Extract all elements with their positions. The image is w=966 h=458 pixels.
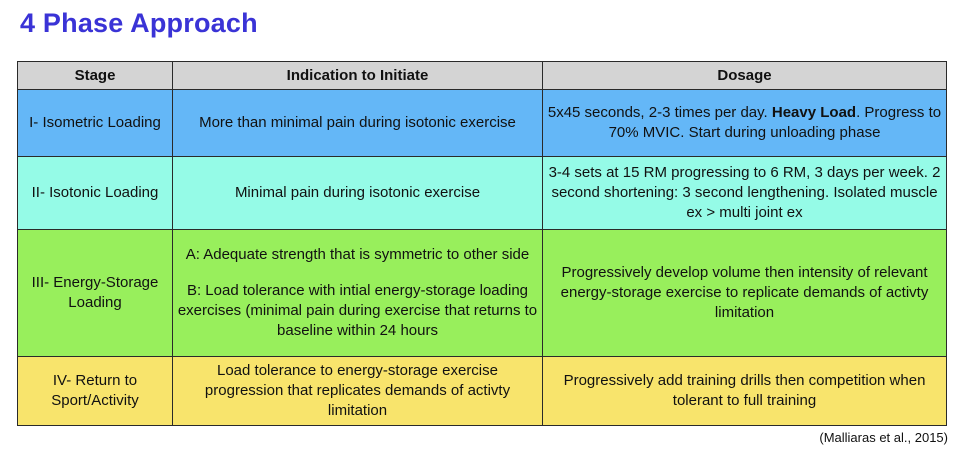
dosage-cell [543,90,947,157]
stage-cell: II- Isotonic Loading [18,157,173,230]
table-row-phase-3 [18,230,947,357]
table-header-row [18,62,947,90]
dosage-cell: Progressively add training drills then competition when tolerant to full training [543,357,947,426]
header-dosage: Dosage [543,62,947,90]
table-row-phase-4 [18,357,947,426]
phase-table [17,61,947,426]
stage-cell: III- Energy-Storage Loading [18,230,173,357]
indication-criterion-b: B: Load tolerance with intial energy-storage loading exercises (minimal pain during exercise that returns to baseline within 24 hours [177,282,538,339]
stage-cell: I- Isometric Loading [18,90,173,157]
table-row-phase-1 [18,90,947,157]
header-indication: Indication to Initiate [173,62,543,90]
indication-cell [173,230,543,357]
header-stage: Stage [18,62,173,90]
dosage-emphasis: Heavy Load [771,104,857,121]
dosage-cell: Progressively develop volume then intensity of relevant energy-storage exercise to replicate demands of activty limitation [543,230,947,357]
dosage-text: 5x45 seconds, 2-3 times per day. [547,104,772,121]
indication-criterion-a: A: Adequate strength that is symmetric to other side [185,246,530,263]
paragraph-gap [176,265,539,281]
indication-cell: Load tolerance to energy-storage exercise progression that replicates demands of activty limitation [173,357,543,426]
citation: (Malliaras et al., 2015) [819,430,948,445]
table-row-phase-2 [18,157,947,230]
stage-cell: IV- Return to Sport/Activity [18,357,173,426]
indication-cell: Minimal pain during isotonic exercise [173,157,543,230]
dosage-text-continued: . Progress to 70% MVIC. Start during unloading phase [608,104,942,141]
dosage-cell: 3-4 sets at 15 RM progressing to 6 RM, 3 days per week. 2 second shortening: 3 second lengthening. Isolated muscle ex > multi joint ex [543,157,947,230]
indication-cell: More than minimal pain during isotonic exercise [173,90,543,157]
page-title: 4 Phase Approach [20,8,258,38]
